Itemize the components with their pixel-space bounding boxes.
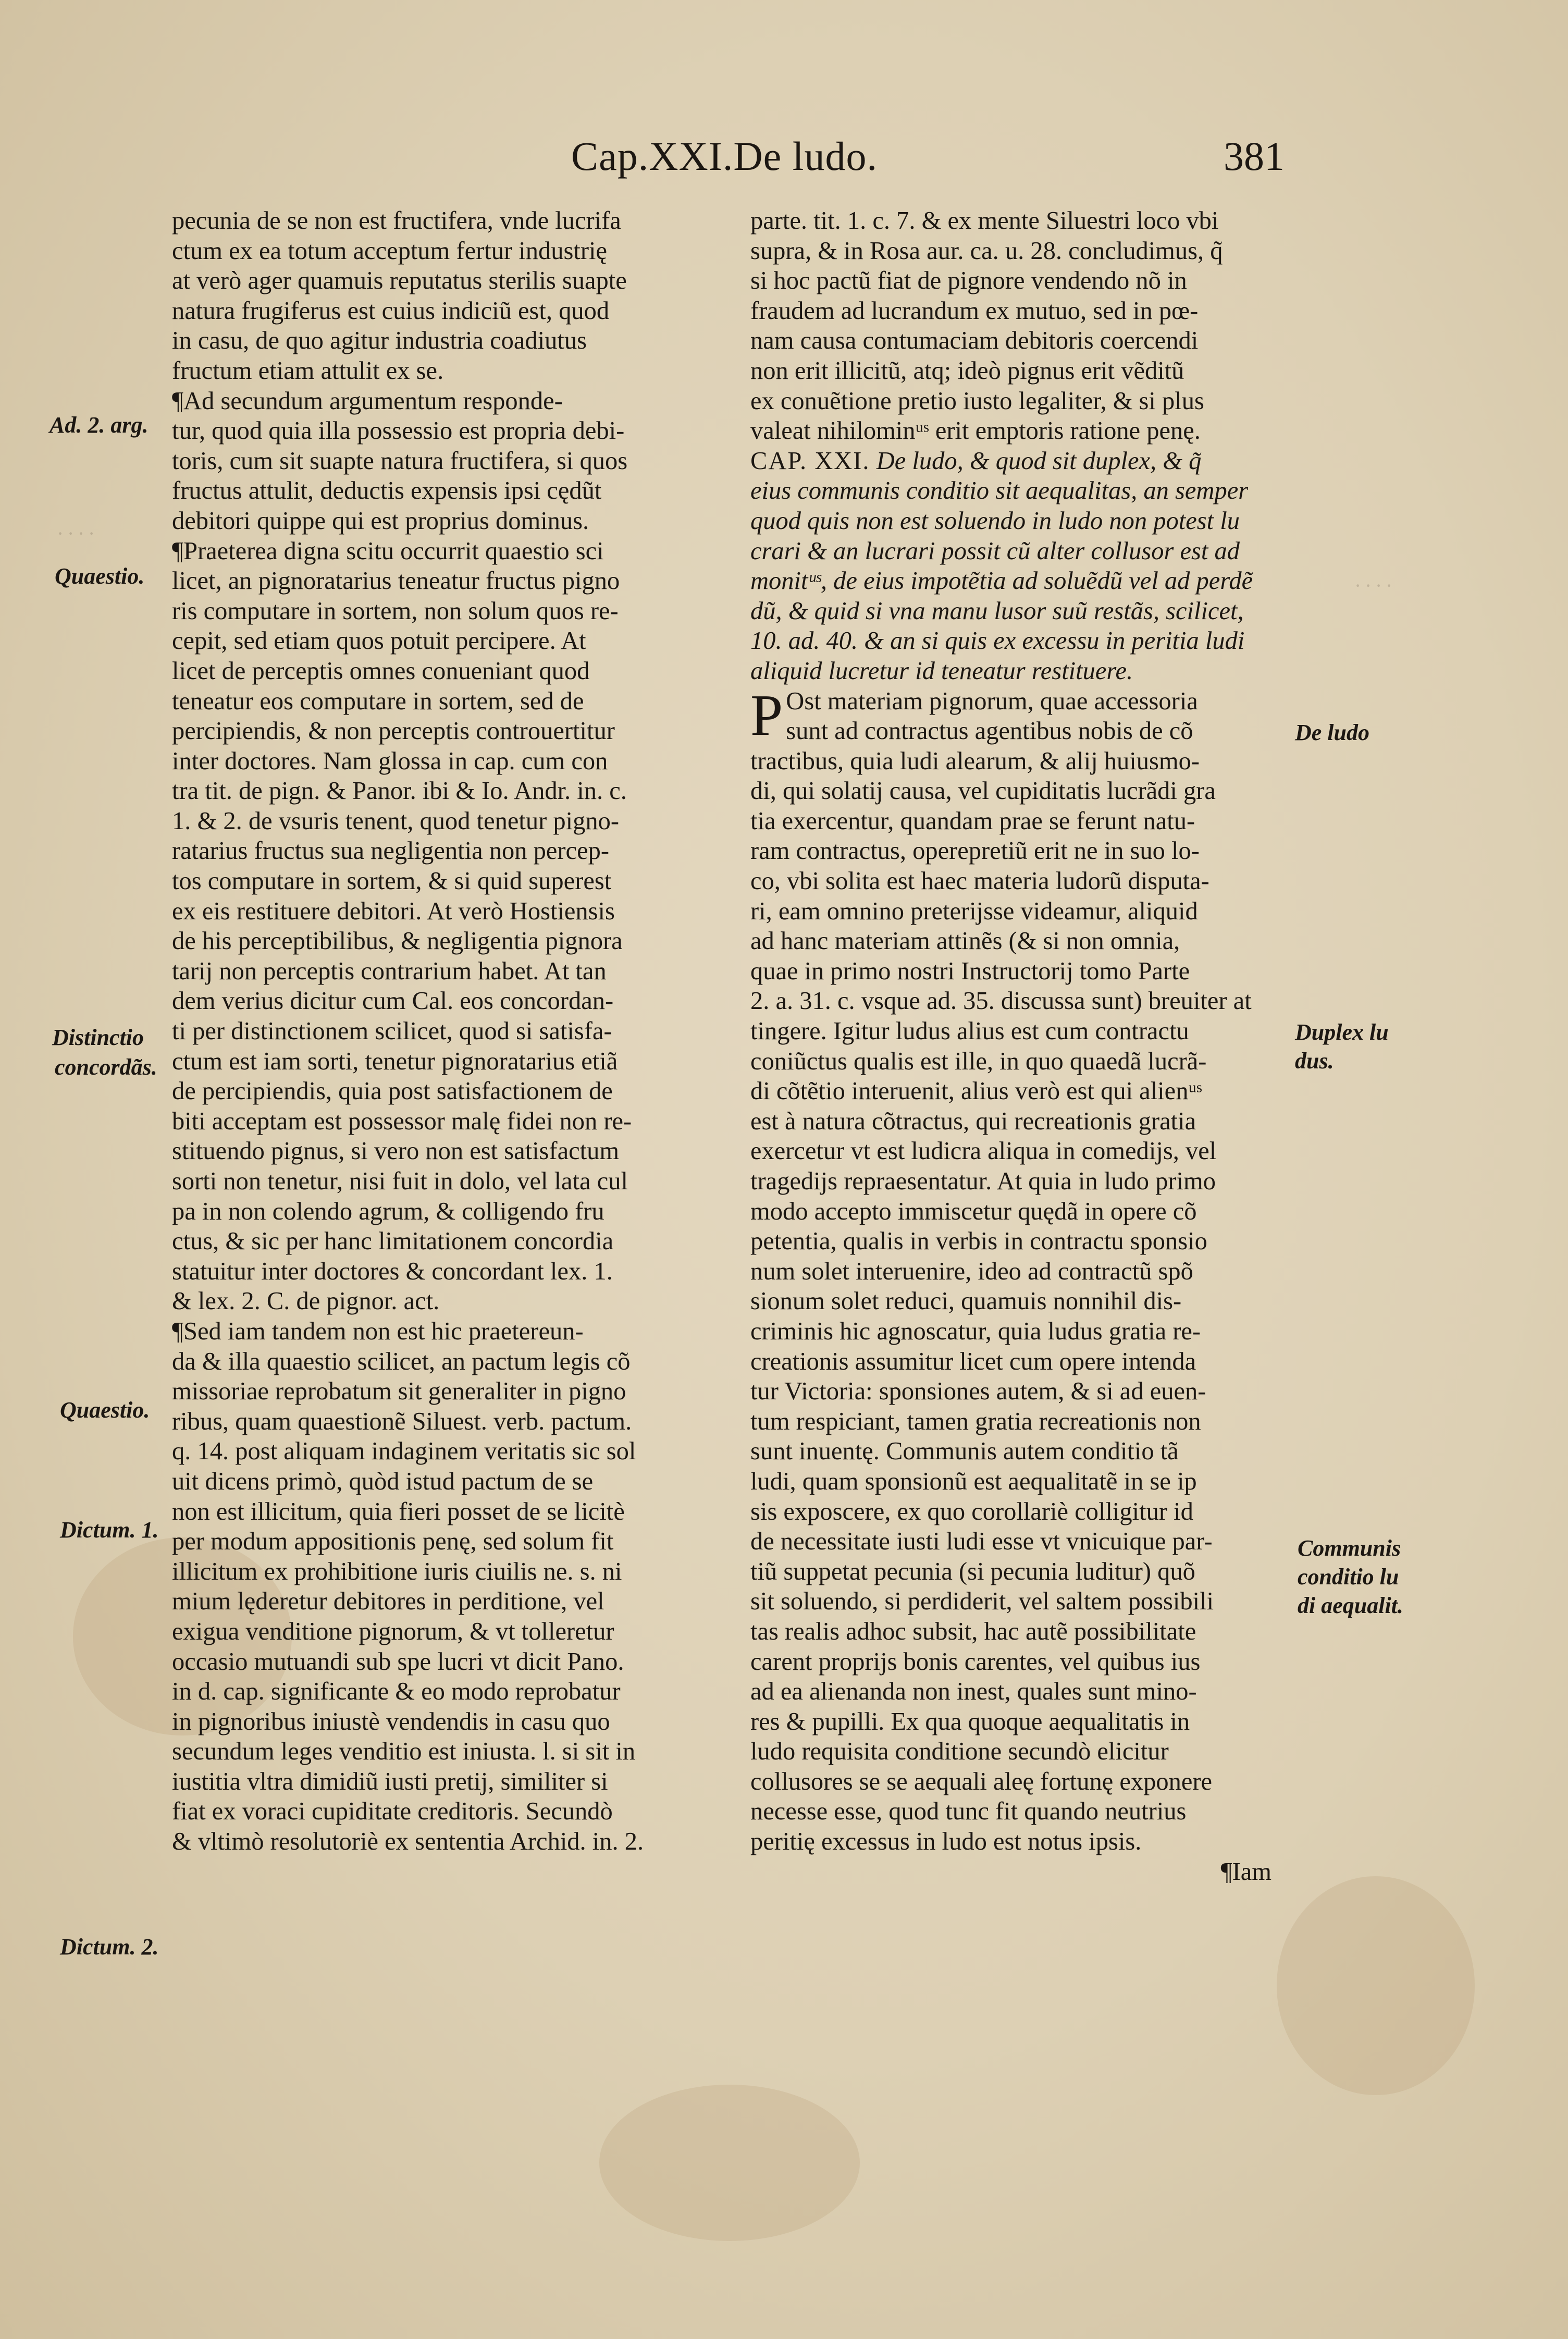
text-line: pa in non colendo agrum, & colligendo fru bbox=[172, 1197, 604, 1225]
margin-note-quaestio: Quaestio. bbox=[55, 563, 145, 589]
margin-note-communis-2: conditio lu bbox=[1298, 1564, 1399, 1590]
text-line: 2. a. 31. c. vsque ad. 35. discussa sunt) breuiter at bbox=[750, 987, 1252, 1015]
text-line: peritię excessus in ludo est notus ipsis. bbox=[750, 1828, 1142, 1856]
text-line: ¶Praeterea digna scitu occurrit quaestio sci bbox=[172, 537, 604, 565]
text-line: num solet interuenire, ideo ad contractũ spõ bbox=[750, 1257, 1193, 1285]
chapter-heading-line: crari & an lucrari possit cũ alter collusor est ad bbox=[750, 537, 1240, 565]
chapter-heading-caps: CAP. XXI. bbox=[750, 447, 870, 475]
text-line: fraudem ad lucrandum ex mutuo, sed in pœ- bbox=[750, 297, 1199, 325]
chapter-heading-line: eius communis conditio sit aequalitas, an semper bbox=[750, 477, 1249, 505]
text-line: si hoc pactũ fiat de pignore vendendo nõ in bbox=[750, 267, 1187, 295]
text-line: nam causa contumaciam debitoris coercendi bbox=[750, 327, 1199, 355]
chapter-heading-line: quod quis non est soluendo in ludo non potest lu bbox=[750, 507, 1240, 535]
text-line: sionum solet reduci, quamuis nonnihil dis- bbox=[750, 1287, 1182, 1315]
text-line: quae in primo nostri Instructorij tomo Parte bbox=[750, 957, 1190, 985]
text-line: sunt inuentę. Communis autem conditio tã bbox=[750, 1437, 1179, 1466]
dropcap-paragraph-start bbox=[750, 683, 1287, 748]
text-line: non erit illicitũ, atq; ideò pignus erit vẽditũ bbox=[750, 356, 1184, 385]
text-line: supra, & in Rosa aur. ca. u. 28. concludimus, q̃ bbox=[750, 237, 1223, 265]
text-line: de percipiendis, quia post satisfactionem de bbox=[172, 1077, 613, 1105]
bleed-through-text: · · · · bbox=[57, 522, 94, 545]
text-line: uit dicens primò, quòd istud pactum de se bbox=[172, 1467, 594, 1495]
text-line: at verò ager quamuis reputatus sterilis suapte bbox=[172, 267, 627, 295]
text-line: ludo requisita conditione secundò elicitur bbox=[750, 1738, 1169, 1766]
text-line: cepit, sed etiam quos potuit percipere. At bbox=[172, 627, 586, 655]
text-line: ex conuẽtione pretio iusto legaliter, & si plus bbox=[750, 387, 1204, 415]
text-line: toris, cum sit suapte natura fructifera, si quos bbox=[172, 447, 628, 475]
text-line: exercetur vt est ludicra aliqua in comedijs, vel bbox=[750, 1137, 1217, 1165]
text-line: & lex. 2. C. de pignor. act. bbox=[172, 1287, 440, 1315]
text-line: teneatur eos computare in sortem, sed de bbox=[172, 687, 584, 715]
text-line: tractibus, quia ludi alearum, & alij huiusmo- bbox=[750, 747, 1200, 775]
text-line: inter doctores. Nam glossa in cap. cum con bbox=[172, 747, 608, 775]
text-line: pecunia de se non est fructifera, vnde lucrifa bbox=[172, 207, 621, 235]
text-line: in d. cap. significante & eo modo reprobatur bbox=[172, 1678, 621, 1706]
text-line: ris computare in sortem, non solum quos re- bbox=[172, 597, 619, 625]
text-line: tum respiciant, tamen gratia recreationis non bbox=[750, 1407, 1201, 1435]
text-line: ¶Ad secundum argumentum responde- bbox=[172, 387, 563, 415]
text-line: non est illicitum, quia fieri posset de se licitè bbox=[172, 1497, 625, 1525]
margin-note-dictum-2: Dictum. 2. bbox=[60, 1934, 159, 1960]
text-line: missoriae reprobatum sit generaliter in pigno bbox=[172, 1377, 626, 1406]
margin-note-duplex-1: Duplex lu bbox=[1295, 1019, 1389, 1045]
catchword: ¶Iam bbox=[1220, 1857, 1271, 1886]
text-line: q. 14. post aliquam indaginem veritatis sic sol bbox=[172, 1437, 636, 1466]
text-line: ctum ex ea totum acceptum fertur industrię bbox=[172, 237, 607, 265]
paper-stain bbox=[599, 2085, 860, 2241]
text-line: Ost materiam pignorum, quae accessoria bbox=[786, 687, 1198, 715]
text-line: ram contractus, operepretiũ erit ne in suo lo- bbox=[750, 837, 1200, 865]
text-line: biti acceptam est possessor malę fidei non re- bbox=[172, 1107, 632, 1135]
text-line: tas realis adhoc subsit, hac autẽ possibilitate bbox=[750, 1617, 1196, 1645]
text-line: criminis hic agnoscatur, quia ludus gratia re- bbox=[750, 1317, 1201, 1345]
text-line: mium lęderetur debitores in perditione, vel bbox=[172, 1587, 604, 1616]
text-line: valeat nihilominᵘˢ erit emptoris ratione penę. bbox=[750, 417, 1201, 445]
text-line: stituendo pignus, si vero non est satisfactum bbox=[172, 1137, 620, 1165]
text-line: da & illa quaestio scilicet, an pactum legis cõ bbox=[172, 1347, 631, 1375]
text-line: in pignoribus iniustè vendendis in casu quo bbox=[172, 1707, 610, 1735]
chapter-heading-line: 10. ad. 40. & an si quis ex excessu in peritia ludi bbox=[750, 627, 1245, 655]
text-line: 1. & 2. de vsuris tenent, quod tenetur pigno- bbox=[172, 807, 620, 835]
margin-note-ad-arg: Ad. 2. arg. bbox=[50, 412, 149, 438]
text-line: tos computare in sortem, & si quid superest bbox=[172, 867, 612, 895]
text-line: ctus, & sic per hanc limitationem concordia bbox=[172, 1227, 614, 1255]
drop-cap: P bbox=[750, 683, 783, 748]
margin-note-communis-3: di aequalit. bbox=[1298, 1593, 1403, 1618]
text-line: parte. tit. 1. c. 7. & ex mente Siluestri loco vbi bbox=[750, 207, 1219, 235]
text-line: tingere. Igitur ludus alius est cum contractu bbox=[750, 1017, 1189, 1045]
text-line: occasio mutuandi sub spe lucri vt dicit Pano. bbox=[172, 1647, 624, 1676]
text-line: ribus, quam quaestionẽ Siluest. verb. pactum. bbox=[172, 1407, 632, 1435]
text-line: ad ea alienanda non inest, quales sunt mino- bbox=[750, 1678, 1197, 1706]
chapter-heading-line: monitᵘˢ, de eius impotẽtia ad soluẽdũ vel ad perdẽ bbox=[750, 567, 1253, 595]
margin-note-duplex-2: dus. bbox=[1295, 1048, 1334, 1074]
text-line: collusores se se aequali aleę fortunę exponere bbox=[750, 1767, 1213, 1795]
text-line: ri, eam omnino preterijsse videamur, aliquid bbox=[750, 897, 1198, 925]
text-line: est à natura cõtractus, qui recreationis gratia bbox=[750, 1107, 1196, 1135]
text-line: tiũ suppetat pecunia (si pecunia luditur) quõ bbox=[750, 1557, 1195, 1585]
text-line: fructum etiam attulit ex se. bbox=[172, 356, 444, 385]
text-line: co, vbi solita est haec materia ludorũ disputa- bbox=[750, 867, 1209, 895]
text-line: & vltimò resolutoriè ex sententia Archid. in. 2. bbox=[172, 1828, 644, 1856]
text-line: modo accepto immiscetur quędã in opere cõ bbox=[750, 1197, 1197, 1225]
text-line: percipiendis, & non perceptis controuertitur bbox=[172, 717, 615, 745]
text-line: per modum appositionis penę, sed solum fit bbox=[172, 1528, 614, 1556]
text-line: tarij non perceptis contrarium habet. At tan bbox=[172, 957, 607, 985]
right-text-column bbox=[750, 206, 1287, 1887]
margin-note-communis-1: Communis bbox=[1298, 1535, 1401, 1561]
text-line: ti per distinctionem scilicet, quod si satisfa- bbox=[172, 1017, 612, 1045]
text-line: tia exercentur, quandam prae se ferunt natu- bbox=[750, 807, 1195, 835]
paper-stain bbox=[1277, 1876, 1475, 2095]
text-line: creationis assumitur licet cum opere intenda bbox=[750, 1347, 1196, 1375]
text-line: ex eis restituere debitori. At verò Hostiensis bbox=[172, 897, 615, 925]
margin-note-distinctio: Distinctio bbox=[52, 1025, 144, 1050]
chapter-heading-line: aliquid lucretur id teneatur restituere. bbox=[750, 657, 1133, 685]
text-line: exigua venditione pignorum, & vt tolleretur bbox=[172, 1617, 614, 1645]
text-line: ctum est iam sorti, tenetur pignoratarius etiã bbox=[172, 1047, 618, 1075]
text-line: di, qui solatij causa, vel cupiditatis lucrãdi gra bbox=[750, 777, 1216, 805]
text-line: ludi, quam sponsionũ est aequalitatẽ in se ip bbox=[750, 1467, 1197, 1495]
text-line: illicitum ex prohibitione iuris ciuilis ne. s. ni bbox=[172, 1557, 622, 1585]
text-line: sunt ad contractus agentibus nobis de cõ bbox=[786, 717, 1193, 745]
text-line: dem verius dicitur cum Cal. eos concordan- bbox=[172, 987, 614, 1015]
text-line: tur, quod quia illa possessio est propria debi- bbox=[172, 417, 625, 445]
text-line: sis exposcere, ex quo corollariè colligitur id bbox=[750, 1497, 1193, 1525]
text-line: tragedijs repraesentatur. At quia in ludo primo bbox=[750, 1167, 1216, 1195]
text-line: fructus attulit, deductis expensis ipsi cędũt bbox=[172, 477, 602, 505]
text-line: res & pupilli. Ex qua quoque aequalitatis in bbox=[750, 1707, 1190, 1735]
text-line: carent proprijs bonis carentes, vel quibus ius bbox=[750, 1647, 1201, 1676]
text-line: iustitia vltra dimidiũ iusti pretij, similiter si bbox=[172, 1767, 608, 1795]
text-line: ad hanc materiam attinẽs (& si non omnia, bbox=[750, 927, 1180, 955]
text-line: tra tit. de pign. & Panor. ibi & Io. Andr. in. c. bbox=[172, 777, 627, 805]
bleed-through-text: · · · · bbox=[1355, 574, 1391, 597]
text-line: statuitur inter doctores & concordant lex. 1. bbox=[172, 1257, 613, 1285]
text-line: fiat ex voraci cupiditate creditoris. Secundò bbox=[172, 1798, 613, 1826]
margin-note-concordans: concordãs. bbox=[55, 1054, 157, 1080]
left-text-column bbox=[172, 206, 709, 1857]
text-line: ¶Sed iam tandem non est hic praetereun- bbox=[172, 1317, 584, 1345]
text-line: di cõtẽtio interuenit, alius verò est qui alienᵘˢ bbox=[750, 1077, 1202, 1105]
page-number: 381 bbox=[1224, 133, 1285, 179]
chapter-heading-line: dũ, & quid si vna manu lusor suũ restãs, scilicet, bbox=[750, 597, 1244, 625]
text-line: secundum leges venditio est iniusta. l. si sit in bbox=[172, 1738, 636, 1766]
chapter-heading-line: CAP. XXI. De ludo, & quod sit duplex, & q̃ bbox=[750, 447, 1202, 475]
margin-note-quaestio-2: Quaestio. bbox=[60, 1397, 150, 1423]
text-line: de necessitate iusti ludi esse vt vnicuique par- bbox=[750, 1528, 1213, 1556]
text-line: natura frugiferus est cuius indiciũ est, quod bbox=[172, 297, 610, 325]
margin-note-de-ludo: De ludo bbox=[1295, 720, 1369, 745]
text-line: debitori quippe qui est proprius dominus. bbox=[172, 507, 589, 535]
text-line: ratarius fructus sua negligentia non percep- bbox=[172, 837, 609, 865]
text-line: sorti non tenetur, nisi fuit in dolo, vel lata cul bbox=[172, 1167, 628, 1195]
text-line: sit soluendo, si perdiderit, vel saltem possibili bbox=[750, 1587, 1214, 1616]
text-line: tur Victoria: sponsiones autem, & si ad euen- bbox=[750, 1377, 1206, 1406]
margin-note-dictum-1: Dictum. 1. bbox=[60, 1517, 159, 1543]
text-line: necesse esse, quod tunc fit quando neutrius bbox=[750, 1798, 1187, 1826]
text-line: licet de perceptis omnes conueniant quod bbox=[172, 657, 590, 685]
text-line: petentia, qualis in verbis in contractu sponsio bbox=[750, 1227, 1207, 1255]
text-line: in casu, de quo agitur industria coadiutus bbox=[172, 327, 587, 355]
running-header-title: Cap.XXI.De ludo. bbox=[571, 133, 878, 179]
text-line: de his perceptibilibus, & negligentia pignora bbox=[172, 927, 623, 955]
text-line: coniũctus qualis est ille, in quo quaedã lucrã- bbox=[750, 1047, 1207, 1075]
text-line: licet, an pignoratarius teneatur fructus pigno bbox=[172, 567, 620, 595]
